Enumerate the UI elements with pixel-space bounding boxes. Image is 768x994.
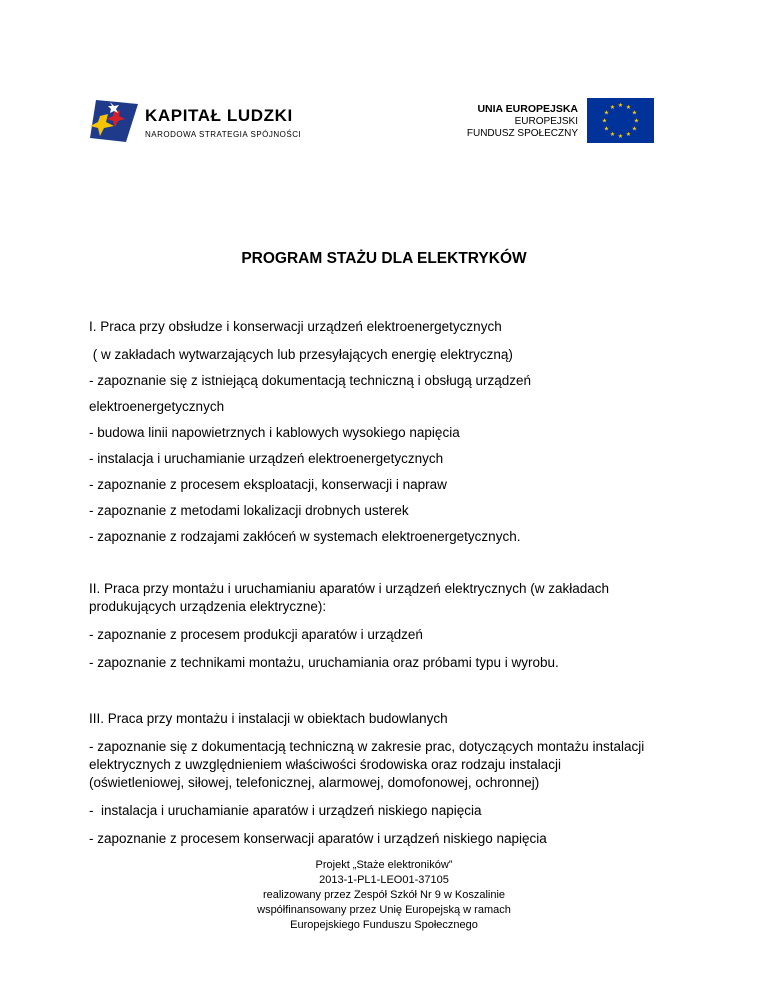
list-item: - zapoznanie z procesem eksploatacji, konserwacji i napraw [89,477,447,492]
svg-text:★: ★ [625,131,632,138]
section-2-heading: II. Praca przy montażu i uruchamianiu aparatów i urządzeń elektrycznych (w zakładach [89,581,609,596]
kapital-ludzki-subtitle: NARODOWA STRATEGIA SPÓJNOŚCI [145,130,302,139]
svg-text:★: ★ [609,131,616,138]
list-item-continuation: (oświetleniowej, siłowej, telefonicznej, alarmowej, domofonowej, ochronnej) [89,775,540,790]
svg-text:★: ★ [603,125,610,133]
kapital-ludzki-title: KAPITAŁ LUDZKI [145,106,293,125]
list-item-continuation: elektrycznych z uwzględnieniem właściwości środowiska oraz rodzaju instalacji [89,757,561,772]
svg-text:★: ★ [617,133,624,140]
svg-text:★: ★ [631,125,638,133]
svg-text:★: ★ [625,104,632,111]
list-item: - zapoznanie się z istniejącą dokumentacją techniczną i obsługą urządzeń [89,373,532,388]
eu-flag-icon [587,98,654,143]
footer-line-5: Europejskiego Funduszu Społecznego [290,919,478,931]
section-2-heading-continuation: produkujących urządzenia elektryczne): [89,599,327,614]
list-item: - zapoznanie z metodami lokalizacji drobnych usterek [89,503,409,518]
section-1-subheading: ( w zakładach wytwarzających lub przesyłających energię elektryczną) [89,347,513,362]
footer-line-2: 2013-1-PL1-LEO01-37105 [319,874,449,886]
svg-text:★: ★ [603,109,610,117]
kapital-ludzki-logo [86,98,142,144]
svg-text:★: ★ [609,104,616,111]
list-item-continuation: elektroenergetycznych [89,399,225,414]
list-item: - instalacja i uruchamianie urządzeń elektroenergetycznych [89,451,444,466]
footer [0,858,768,933]
svg-text:★: ★ [633,117,640,125]
svg-text:★: ★ [601,117,608,125]
svg-text:★: ★ [617,102,624,109]
eu-line-2: EUROPEJSKI [514,115,578,127]
eu-line-3: FUNDUSZ SPOŁECZNY [466,128,578,139]
document-title: PROGRAM STAŻU DLA ELEKTRYKÓW [241,250,527,267]
svg-text:★: ★ [631,109,638,117]
eu-fund-text [467,103,578,141]
list-item: - zapoznanie się z dokumentacją techniczną w zakresie prac, dotyczących montażu instalacji [89,739,645,754]
list-item: - zapoznanie z rodzajami zakłóceń w systemach elektroenergetycznych. [89,529,521,544]
footer-line-1: Projekt „Staże elektroników” [315,859,453,871]
list-item: - instalacja i uruchamianie aparatów i urządzeń niskiego napięcia [89,803,482,818]
list-item: - zapoznanie z procesem produkcji aparatów i urządzeń [89,627,423,642]
section-1-heading: I. Praca przy obsłudze i konserwacji urządzeń elektroenergetycznych [89,319,502,334]
list-item: - budowa linii napowietrznych i kablowych wysokiego napięcia [89,425,460,440]
footer-line-3: realizowany przez Zespół Szkół Nr 9 w Koszalinie [262,889,506,901]
section-3-heading: III. Praca przy montażu i instalacji w obiektach budowlanych [89,711,448,726]
list-item: - zapoznanie z procesem konserwacji aparatów i urządzeń niskiego napięcia [89,831,547,846]
eu-line-1: UNIA EUROPEJSKA [477,103,578,115]
list-item: - zapoznanie z technikami montażu, uruchamiania oraz próbami typu i wyrobu. [89,655,559,670]
footer-line-4: współfinansowany przez Unię Europejską w ramach [257,904,511,916]
